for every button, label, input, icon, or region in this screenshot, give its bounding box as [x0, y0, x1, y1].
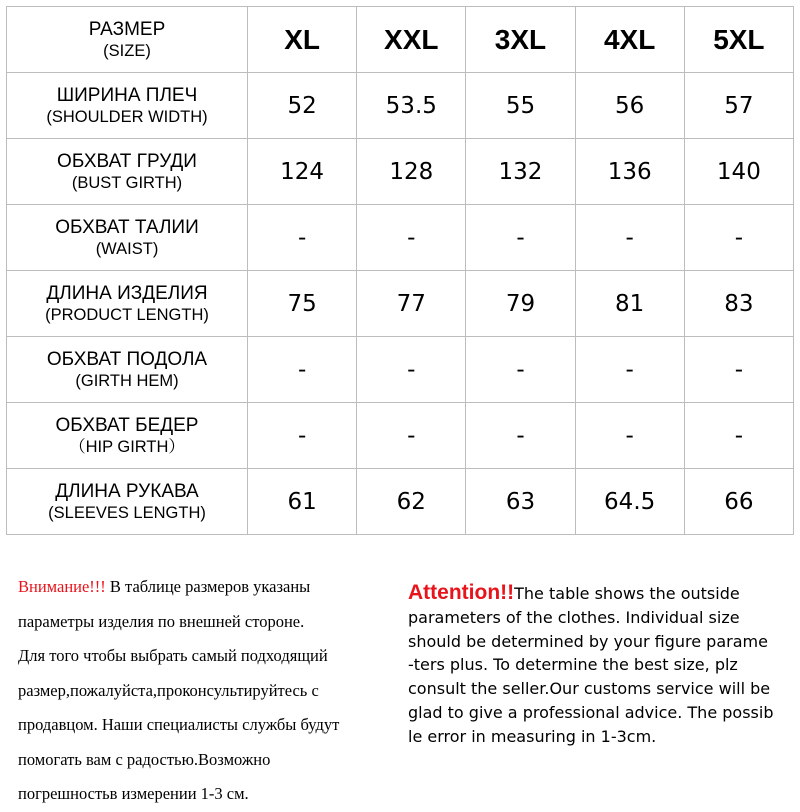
measurement-value: 81: [575, 271, 684, 337]
measurement-name-ru: ОБХВАТ БЕДЕР: [55, 414, 199, 436]
notice-ru-line: размер,пожалуйста,проконсультируйтесь с: [18, 680, 319, 700]
measurement-value: 132: [466, 139, 575, 205]
measurement-value: 56: [575, 73, 684, 139]
notice-ru-line: продавцом. Наши специалисты службы будут: [18, 715, 340, 734]
measurement-name-en: (PRODUCT LENGTH): [45, 305, 209, 324]
table-row: [7, 271, 794, 337]
measurement-value: 61: [248, 469, 357, 535]
notice-ru-line: параметры изделия по внешней стороне.: [18, 611, 305, 631]
notice-ru-highlight: Внимание!!!: [18, 577, 106, 596]
measurement-name-en: (SHOULDER WIDTH): [46, 107, 208, 126]
measurement-name-ru: ОБХВАТ ГРУДИ: [57, 150, 197, 172]
measurement-value: -: [684, 205, 793, 271]
measurement-value: 128: [357, 139, 466, 205]
table-row: [7, 403, 794, 469]
measurement-value: 66: [684, 469, 793, 535]
notice-en-line: consult the seller.Our customs service will be: [408, 679, 771, 699]
measurement-label-cell: [7, 403, 248, 469]
measurement-value: -: [575, 337, 684, 403]
table-row: [7, 139, 794, 205]
table-header-row: [7, 7, 794, 73]
size-header-3xl: 3XL: [466, 7, 575, 73]
measurement-value: -: [357, 337, 466, 403]
measurement-value: 62: [357, 469, 466, 535]
size-label-ru: РАЗМЕР: [88, 18, 166, 40]
size-label-cell: [7, 7, 248, 73]
measurement-value: 79: [466, 271, 575, 337]
notice-en-line: -ters plus. To determine the best size, plz: [408, 655, 738, 675]
notice-en-line: parameters of the clothes. Individual size: [408, 607, 740, 627]
measurement-name-ru: ОБХВАТ ПОДОЛА: [46, 348, 208, 370]
measurement-value: -: [575, 205, 684, 271]
notice-en-line: The table shows the outside: [514, 584, 740, 603]
measurement-value: 136: [575, 139, 684, 205]
notice-ru-line: Для того чтобы выбрать самый подходящий: [18, 646, 328, 665]
size-header-4xl: 4XL: [575, 7, 684, 73]
measurement-value: -: [684, 337, 793, 403]
notice-en-line: glad to give a professional advice. The possib: [408, 702, 774, 722]
measurement-name-ru: ДЛИНА ИЗДЕЛИЯ: [46, 282, 208, 304]
measurement-value: 57: [684, 73, 793, 139]
measurement-value: 140: [684, 139, 793, 205]
measurement-label-cell: [7, 73, 248, 139]
size-label-en: (SIZE): [103, 41, 151, 60]
table-row: [7, 337, 794, 403]
notice-ru-line: В таблице размеров указаны: [105, 577, 311, 596]
measurement-value: -: [466, 403, 575, 469]
table-row: [7, 205, 794, 271]
measurement-label-cell: [7, 271, 248, 337]
measurement-name-ru: ШИРИНА ПЛЕЧ: [56, 84, 198, 106]
measurement-value: -: [248, 403, 357, 469]
measurement-value: 75: [248, 271, 357, 337]
size-header-5xl: 5XL: [684, 7, 793, 73]
measurement-value: 64.5: [575, 469, 684, 535]
notice-ru-line: погрешностьв измерении 1-3 см.: [18, 784, 249, 803]
measurement-name-ru: ОБХВАТ ТАЛИИ: [55, 216, 199, 238]
notice-english: [408, 581, 800, 749]
measurement-value: 77: [357, 271, 466, 337]
measurement-name-en: (GIRTH HEM): [75, 371, 179, 390]
measurement-value: -: [357, 205, 466, 271]
measurement-label-cell: [7, 337, 248, 403]
measurement-name-en: (BUST GIRTH): [71, 173, 183, 192]
measurement-name-ru: ДЛИНА РУКАВА: [55, 480, 199, 502]
measurement-name-en: （HIP GIRTH）: [69, 437, 185, 456]
measurement-name-en: (SLEEVES LENGTH): [48, 503, 206, 522]
measurement-value: -: [466, 337, 575, 403]
measurement-value: 53.5: [357, 73, 466, 139]
measurement-value: -: [684, 403, 793, 469]
measurement-name-en: (WAIST): [95, 239, 159, 258]
measurement-value: 83: [684, 271, 793, 337]
size-header-xl: XL: [248, 7, 357, 73]
measurement-value: 63: [466, 469, 575, 535]
table-row: [7, 469, 794, 535]
size-header-xxl: XXL: [357, 7, 466, 73]
measurement-value: -: [357, 403, 466, 469]
measurement-label-cell: [7, 469, 248, 535]
measurement-value: -: [248, 337, 357, 403]
measurement-value: -: [466, 205, 575, 271]
notice-en-line: should be determined by your figure parame: [408, 631, 768, 651]
measurement-value: 124: [248, 139, 357, 205]
table-row: [7, 73, 794, 139]
notice-en-line: le error in measuring in 1-3cm.: [408, 726, 657, 746]
measurement-value: 52: [248, 73, 357, 139]
measurement-label-cell: [7, 205, 248, 271]
measurement-label-cell: [7, 139, 248, 205]
notice-en-highlight: Attention!!: [408, 581, 515, 604]
measurement-value: -: [575, 403, 684, 469]
notice-ru-line: помогать вам с радостью.Возможно: [18, 749, 271, 769]
measurement-value: 55: [466, 73, 575, 139]
size-chart-table: [6, 6, 794, 535]
notice-russian: [18, 570, 403, 812]
measurement-value: -: [248, 205, 357, 271]
